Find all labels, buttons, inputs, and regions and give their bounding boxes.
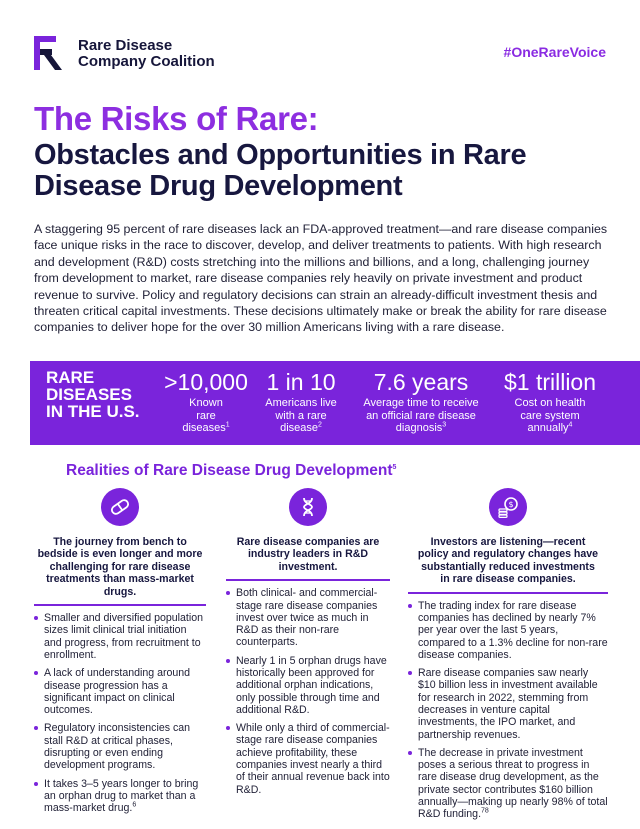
stat-value: $1 trillion bbox=[503, 369, 597, 395]
organization-name-line1: Rare Disease bbox=[78, 37, 173, 54]
list-item: Smaller and diversified population sizes limit clinical trial initiation and progress, from recruitment to enrollment. bbox=[34, 612, 206, 661]
stat-rare-diseases bbox=[164, 369, 248, 435]
footnote-ref: 7 bbox=[481, 807, 485, 815]
stats-band-label-line3: IN THE U.S. bbox=[46, 402, 140, 421]
divider bbox=[34, 604, 206, 606]
header bbox=[34, 36, 606, 72]
column-rd-investment bbox=[226, 488, 390, 802]
divider bbox=[408, 592, 608, 594]
stats-band bbox=[30, 361, 640, 445]
bullet-list bbox=[226, 587, 390, 796]
column-investors bbox=[408, 488, 608, 827]
stat-americans bbox=[258, 369, 344, 435]
footnote-ref: 3 bbox=[442, 421, 447, 429]
footnote-ref: 6 bbox=[132, 801, 137, 809]
page-subtitle: Obstacles and Opportunities in Rare Disease Drug Development bbox=[34, 139, 527, 202]
stat-description bbox=[164, 397, 248, 435]
stat-value: >10,000 bbox=[164, 369, 248, 395]
list-item: The trading index for rare disease companies has declined by nearly 7% per year over the last 5 years, compared to a 1.3% decline for non-rare disease companies. bbox=[408, 600, 608, 661]
column-bench-to-bedside bbox=[34, 488, 206, 820]
section-title bbox=[66, 462, 396, 480]
list-item bbox=[34, 778, 206, 815]
svg-text:$: $ bbox=[508, 500, 514, 509]
bullet-list bbox=[34, 612, 206, 814]
stat-description-text: Known rare diseases bbox=[182, 397, 226, 434]
dna-icon bbox=[289, 488, 327, 526]
footnote-ref: 1 bbox=[225, 421, 230, 429]
footnote-ref: 4 bbox=[568, 421, 573, 429]
list-item: While only a third of commercial-stage rare disease companies achieve profitability, these companies invest nearly a third of their annual revenue back into R&D. bbox=[226, 722, 390, 796]
capsule-icon bbox=[101, 488, 139, 526]
footnote-ref: 8 bbox=[484, 807, 489, 815]
page-title: The Risks of Rare: bbox=[34, 100, 319, 137]
stats-band-label bbox=[46, 369, 140, 420]
list-item: Regulatory inconsistencies can stall R&D at critical phases, disrupting or even ending development programs. bbox=[34, 722, 206, 771]
hashtag: #OneRareVoice bbox=[503, 44, 606, 60]
list-item-text: It takes 3–5 years longer to bring an orphan drug to market than a mass-market drug. bbox=[44, 777, 199, 815]
organization-name bbox=[78, 38, 215, 70]
list-item: Rare disease companies saw nearly $10 billion less in investment available for research in 2022, stemming from decreases in venture capital investments, the IPO market, and partnership revenues. bbox=[408, 667, 608, 741]
stat-value: 7.6 years bbox=[373, 369, 469, 395]
stat-description bbox=[492, 397, 608, 435]
footnote-ref: 2 bbox=[318, 421, 322, 429]
stats-band-label-line1: RARE bbox=[46, 368, 95, 387]
coins-icon bbox=[489, 488, 527, 526]
stat-cost bbox=[492, 369, 608, 435]
stat-description bbox=[258, 397, 344, 435]
organization-name-line2: Company Coalition bbox=[78, 53, 215, 70]
list-item: A lack of understanding around disease progression has a significant impact on clinical outcomes. bbox=[34, 667, 206, 716]
column-lead: The journey from bench to bedside is even longer and more challenging for rare disease treatments than mass-market drugs. bbox=[37, 536, 203, 598]
stat-description-text: Americans live with a rare disease bbox=[265, 397, 337, 434]
intro-paragraph: A staggering 95 percent of rare diseases lack an FDA-approved treatment—and rare disease companies face unique risks in the race to discover, develop, and deliver treatments to patients. With high research and development (R&D) costs stretching into the millions and billions, and a long, challenging journey from development to market, rare disease companies rely heavily on private investment and product revenue to survive. Policy and regulatory decisions can strain an already-difficult investment thesis and threaten critical capital investments. These decisions ultimately make or break the ability for rare disease companies to deliver hope for the over 30 million Americans living with a rare disease. bbox=[34, 222, 608, 335]
stat-description bbox=[356, 397, 486, 435]
divider bbox=[226, 579, 390, 581]
column-lead: Rare disease companies are industry leaders in R&D investment. bbox=[236, 536, 380, 573]
column-lead: Investors are listening—recent policy and regulatory changes have substantially reduced investments in rare disease companies. bbox=[417, 536, 599, 586]
list-item: Both clinical- and commercial-stage rare disease companies invest over twice as much in R&D as their non-rare counterparts. bbox=[226, 587, 390, 648]
footnote-ref: 5 bbox=[392, 463, 397, 471]
list-item: Nearly 1 in 5 orphan drugs have historically been approved for additional orphan indications, only possible through time and additional R&D. bbox=[226, 655, 390, 716]
list-item-text: The decrease in private investment poses a serious threat to progress in rare disease drug development, as the private sector contributes $160 billion annually—making up nearly 98% of total R&D funding. bbox=[418, 746, 608, 821]
stat-diagnosis-time bbox=[356, 369, 486, 435]
stat-description-text: Cost on health care system annually bbox=[514, 397, 586, 434]
stat-value: 1 in 10 bbox=[266, 369, 336, 395]
coalition-logo-icon bbox=[34, 36, 62, 70]
list-item bbox=[408, 747, 608, 821]
stats-band-label-line2: DISEASES bbox=[46, 385, 132, 404]
stat-description-text: Average time to receive an official rare disease diagnosis bbox=[363, 397, 479, 434]
section-title-text: Realities of Rare Disease Drug Development bbox=[66, 462, 393, 479]
bullet-list bbox=[408, 600, 608, 821]
